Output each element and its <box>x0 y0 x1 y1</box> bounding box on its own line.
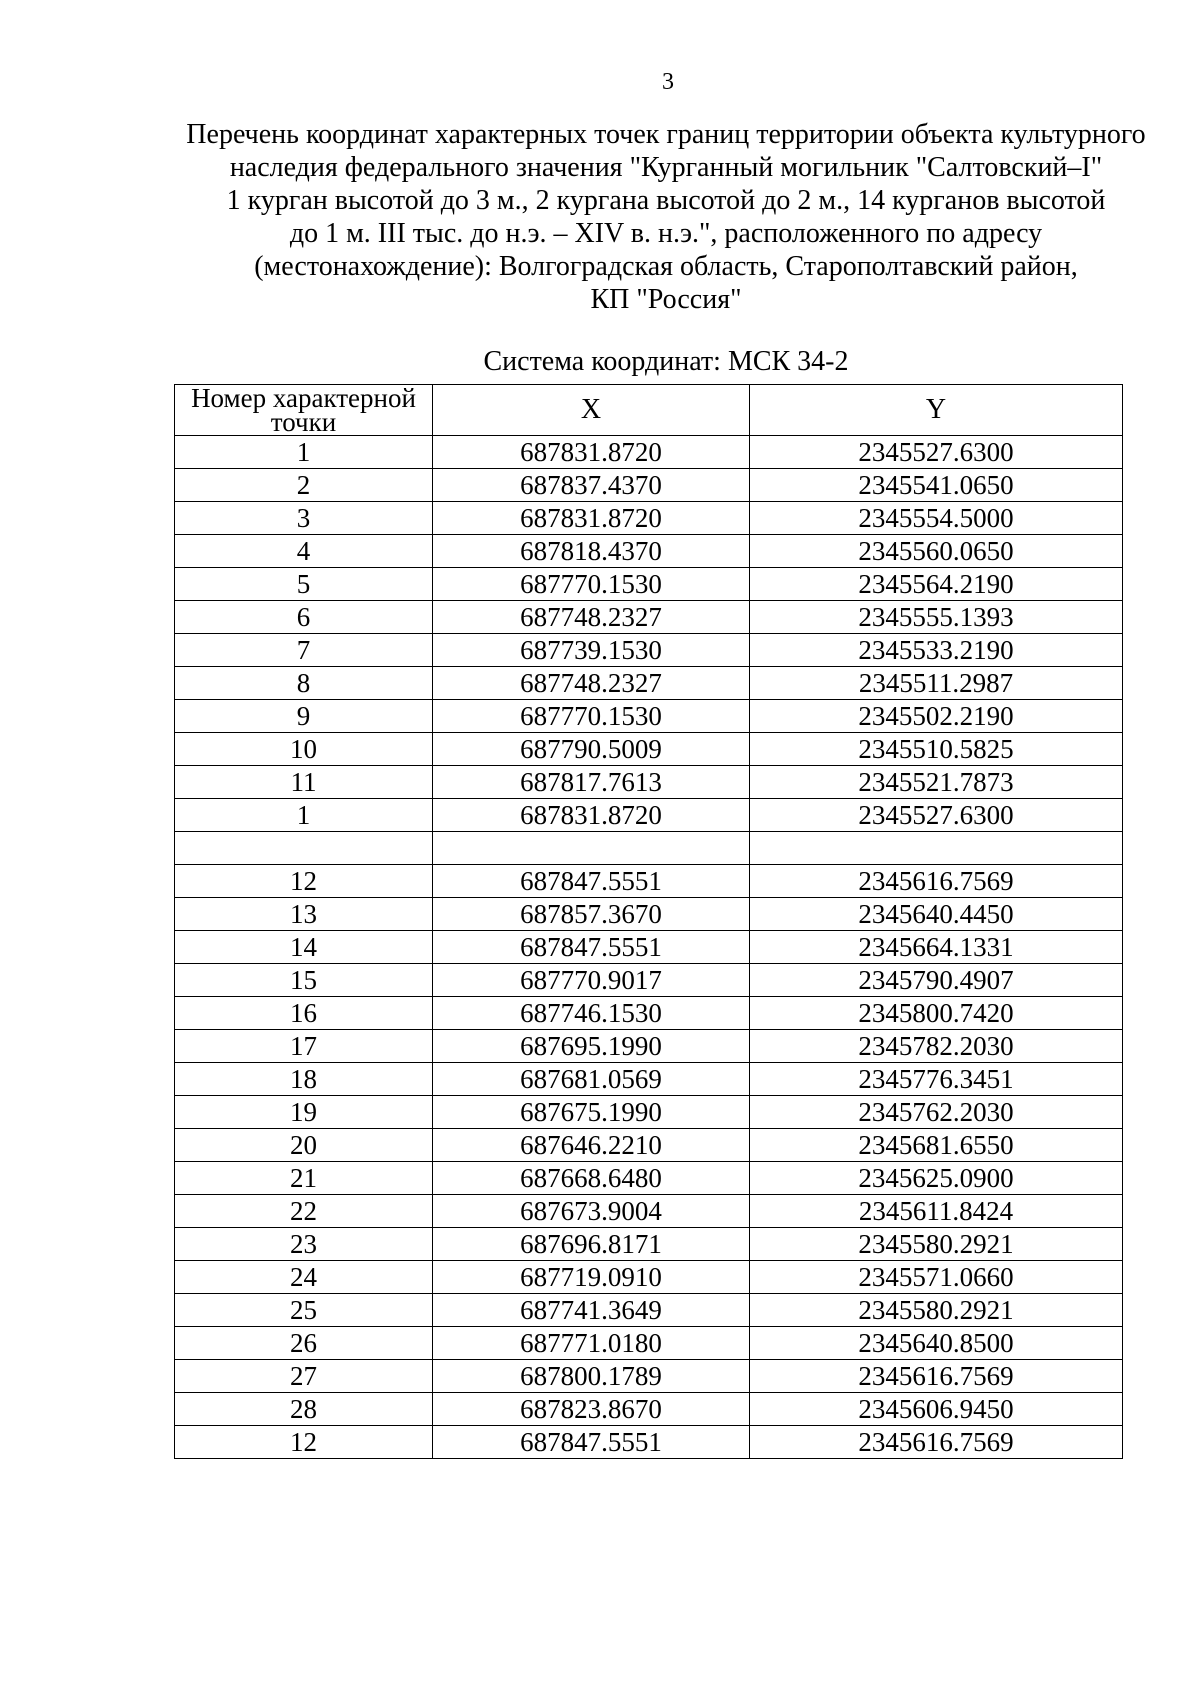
y-coordinate-cell: 2345776.3451 <box>750 1063 1123 1096</box>
point-number-cell: 2 <box>175 469 433 502</box>
point-number-cell: 15 <box>175 964 433 997</box>
point-number-cell: 19 <box>175 1096 433 1129</box>
y-coordinate-cell: 2345782.2030 <box>750 1030 1123 1063</box>
table-row <box>175 634 1123 667</box>
y-coordinate-cell: 2345571.0660 <box>750 1261 1123 1294</box>
x-coordinate-cell: 687857.3670 <box>433 898 750 931</box>
point-number-cell: 11 <box>175 766 433 799</box>
x-coordinate-cell: 687739.1530 <box>433 634 750 667</box>
point-header-line1: Номер характерной <box>191 383 416 413</box>
point-number-cell: 24 <box>175 1261 433 1294</box>
point-number-cell: 10 <box>175 733 433 766</box>
title-line: 1 курган высотой до 3 м., 2 кургана высотой до 2 м., 14 курганов высотой <box>226 185 1106 216</box>
point-number-cell: 26 <box>175 1327 433 1360</box>
x-header: X <box>433 385 750 436</box>
point-number-cell: 12 <box>175 865 433 898</box>
y-coordinate-cell: 2345554.5000 <box>750 502 1123 535</box>
x-coordinate-cell: 687831.8720 <box>433 502 750 535</box>
y-coordinate-cell: 2345616.7569 <box>750 1426 1123 1459</box>
table-row <box>175 1261 1123 1294</box>
x-coordinate-cell: 687741.3649 <box>433 1294 750 1327</box>
table-header-row <box>175 385 1123 436</box>
y-coordinate-cell: 2345502.2190 <box>750 700 1123 733</box>
y-coordinate-cell: 2345533.2190 <box>750 634 1123 667</box>
point-number-cell: 18 <box>175 1063 433 1096</box>
x-coordinate-cell: 687681.0569 <box>433 1063 750 1096</box>
x-coordinate-cell: 687770.1530 <box>433 700 750 733</box>
table-row <box>175 766 1123 799</box>
point-number-header <box>175 385 433 436</box>
table-row <box>175 469 1123 502</box>
table-row <box>175 1228 1123 1261</box>
x-coordinate-cell: 687668.6480 <box>433 1162 750 1195</box>
y-coordinate-cell: 2345527.6300 <box>750 436 1123 469</box>
y-coordinate-cell: 2345527.6300 <box>750 799 1123 832</box>
point-number-cell: 27 <box>175 1360 433 1393</box>
x-coordinate-cell <box>433 832 750 865</box>
y-coordinate-cell: 2345640.8500 <box>750 1327 1123 1360</box>
y-coordinate-cell: 2345616.7569 <box>750 865 1123 898</box>
y-coordinate-cell: 2345606.9450 <box>750 1393 1123 1426</box>
x-coordinate-cell: 687823.8670 <box>433 1393 750 1426</box>
x-coordinate-cell: 687831.8720 <box>433 436 750 469</box>
point-number-cell: 4 <box>175 535 433 568</box>
table-row <box>175 1294 1123 1327</box>
table-row <box>175 997 1123 1030</box>
x-coordinate-cell: 687818.4370 <box>433 535 750 568</box>
y-coordinate-cell: 2345681.6550 <box>750 1129 1123 1162</box>
point-number-cell: 28 <box>175 1393 433 1426</box>
table-row <box>175 667 1123 700</box>
x-coordinate-cell: 687831.8720 <box>433 799 750 832</box>
y-coordinate-cell <box>750 832 1123 865</box>
point-number-cell: 1 <box>175 799 433 832</box>
table-row <box>175 535 1123 568</box>
y-coordinate-cell: 2345564.2190 <box>750 568 1123 601</box>
x-coordinate-cell: 687673.9004 <box>433 1195 750 1228</box>
x-coordinate-cell: 687695.1990 <box>433 1030 750 1063</box>
table-row <box>175 700 1123 733</box>
title-line: до 1 м. III тыс. до н.э. – XIV в. н.э.", расположенного по адресу <box>289 218 1043 249</box>
table-row <box>175 1360 1123 1393</box>
y-coordinate-cell: 2345580.2921 <box>750 1228 1123 1261</box>
y-coordinate-cell: 2345616.7569 <box>750 1360 1123 1393</box>
title-line: (местонахождение): Волгоградская область, Старополтавский район, <box>254 251 1078 282</box>
x-coordinate-cell: 687696.8171 <box>433 1228 750 1261</box>
y-header: Y <box>750 385 1123 436</box>
x-coordinate-cell: 687790.5009 <box>433 733 750 766</box>
table-row <box>175 1063 1123 1096</box>
x-coordinate-cell: 687675.1990 <box>433 1096 750 1129</box>
point-number-cell: 3 <box>175 502 433 535</box>
x-coordinate-cell: 687719.0910 <box>433 1261 750 1294</box>
coordinate-system-label: Система координат: МСК 34-2 <box>483 346 849 377</box>
x-coordinate-cell: 687770.1530 <box>433 568 750 601</box>
x-coordinate-cell: 687746.1530 <box>433 997 750 1030</box>
table-row <box>175 601 1123 634</box>
x-coordinate-cell: 687847.5551 <box>433 931 750 964</box>
document-title <box>160 118 1172 316</box>
point-number-cell: 23 <box>175 1228 433 1261</box>
x-coordinate-cell: 687771.0180 <box>433 1327 750 1360</box>
x-coordinate-cell: 687748.2327 <box>433 667 750 700</box>
title-line: наследия федерального значения "Курганный могильник "Салтовский–I" <box>229 152 1103 183</box>
point-number-cell: 20 <box>175 1129 433 1162</box>
x-coordinate-cell: 687837.4370 <box>433 469 750 502</box>
point-number-cell: 25 <box>175 1294 433 1327</box>
point-number-cell <box>175 832 433 865</box>
table-row <box>175 568 1123 601</box>
x-coordinate-cell: 687847.5551 <box>433 865 750 898</box>
point-header-line2: точки <box>270 407 337 437</box>
title-line: КП "Россия" <box>590 284 742 315</box>
x-coordinate-cell: 687800.1789 <box>433 1360 750 1393</box>
point-number-cell: 1 <box>175 436 433 469</box>
page-number: 3 <box>662 69 674 95</box>
point-number-cell: 13 <box>175 898 433 931</box>
table-row <box>175 436 1123 469</box>
y-coordinate-cell: 2345521.7873 <box>750 766 1123 799</box>
x-coordinate-cell: 687770.9017 <box>433 964 750 997</box>
x-coordinate-cell: 687646.2210 <box>433 1129 750 1162</box>
table-row <box>175 931 1123 964</box>
y-coordinate-cell: 2345625.0900 <box>750 1162 1123 1195</box>
point-number-cell: 16 <box>175 997 433 1030</box>
table-row <box>175 502 1123 535</box>
point-number-cell: 17 <box>175 1030 433 1063</box>
x-coordinate-cell: 687748.2327 <box>433 601 750 634</box>
table-row <box>175 1393 1123 1426</box>
table-row <box>175 832 1123 865</box>
point-number-cell: 6 <box>175 601 433 634</box>
y-coordinate-cell: 2345541.0650 <box>750 469 1123 502</box>
y-coordinate-cell: 2345611.8424 <box>750 1195 1123 1228</box>
y-coordinate-cell: 2345762.2030 <box>750 1096 1123 1129</box>
title-line: Перечень координат характерных точек границ территории объекта культурного <box>186 119 1146 150</box>
table-body <box>175 436 1123 1459</box>
y-coordinate-cell: 2345560.0650 <box>750 535 1123 568</box>
y-coordinate-cell: 2345800.7420 <box>750 997 1123 1030</box>
point-number-cell: 12 <box>175 1426 433 1459</box>
point-number-cell: 7 <box>175 634 433 667</box>
x-coordinate-cell: 687847.5551 <box>433 1426 750 1459</box>
table-row <box>175 1096 1123 1129</box>
table-row <box>175 865 1123 898</box>
point-number-cell: 14 <box>175 931 433 964</box>
point-number-cell: 8 <box>175 667 433 700</box>
point-number-cell: 9 <box>175 700 433 733</box>
table-row <box>175 964 1123 997</box>
table-row <box>175 1327 1123 1360</box>
table-row <box>175 1195 1123 1228</box>
y-coordinate-cell: 2345640.4450 <box>750 898 1123 931</box>
table-row <box>175 1030 1123 1063</box>
y-coordinate-cell: 2345580.2921 <box>750 1294 1123 1327</box>
y-coordinate-cell: 2345510.5825 <box>750 733 1123 766</box>
table-row <box>175 1129 1123 1162</box>
coordinates-table <box>174 384 1123 1459</box>
table-row <box>175 898 1123 931</box>
point-number-cell: 22 <box>175 1195 433 1228</box>
table-row <box>175 799 1123 832</box>
point-number-cell: 21 <box>175 1162 433 1195</box>
table-row <box>175 1426 1123 1459</box>
y-coordinate-cell: 2345555.1393 <box>750 601 1123 634</box>
y-coordinate-cell: 2345664.1331 <box>750 931 1123 964</box>
point-number-cell: 5 <box>175 568 433 601</box>
y-coordinate-cell: 2345511.2987 <box>750 667 1123 700</box>
y-coordinate-cell: 2345790.4907 <box>750 964 1123 997</box>
x-coordinate-cell: 687817.7613 <box>433 766 750 799</box>
table-row <box>175 1162 1123 1195</box>
table-row <box>175 733 1123 766</box>
